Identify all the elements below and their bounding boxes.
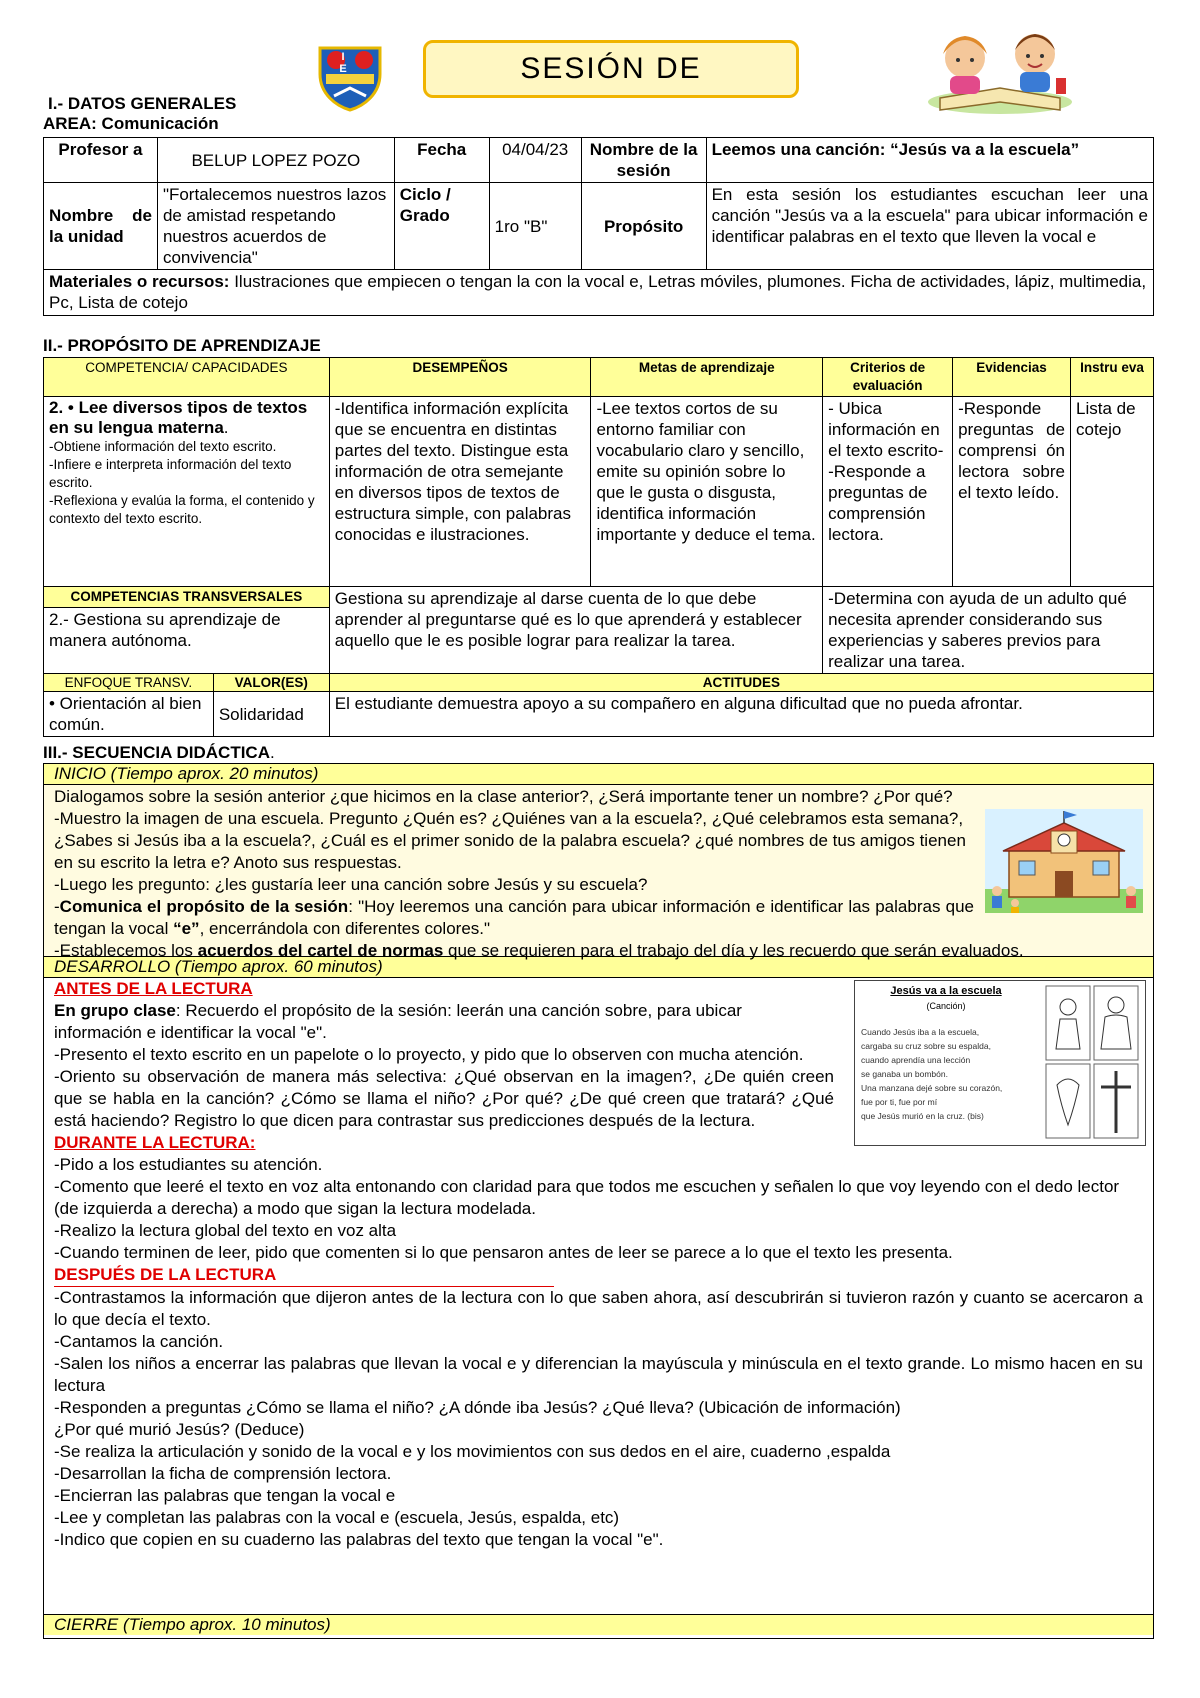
header-competencia: COMPETENCIA/ CAPACIDADES xyxy=(44,358,330,397)
durante-line-4: -Cuando terminen de leer, pido que comenten si lo que pensaron antes de leer se parece a lo que el texto les presenta. xyxy=(54,1243,953,1262)
kids-reading-illustration xyxy=(910,18,1090,118)
song-line-6: fue por ti, fue por mí xyxy=(861,1097,938,1107)
song-line-3: cuando aprendía una lección xyxy=(861,1055,971,1065)
song-card-lyrics xyxy=(861,1025,1041,1123)
song-line-4: se ganaba un bombón. xyxy=(861,1069,948,1079)
enfoque-header: ENFOQUE TRANSV. xyxy=(44,674,214,692)
school-logo xyxy=(314,44,386,112)
section3-title-wrap xyxy=(43,743,275,763)
despues-title-text: DESPUÉS DE LA LECTURA xyxy=(54,1265,277,1284)
despues-line-7: -Desarrollan la ficha de comprensión lectora. xyxy=(54,1464,392,1483)
despues-line-4: -Responden a preguntas ¿Cómo se llama el niño? ¿A dónde iba Jesús? ¿Qué lleva? (Ubicación de información) xyxy=(54,1398,901,1417)
song-card xyxy=(854,980,1146,1146)
antes-title: ANTES DE LA LECTURA xyxy=(54,979,253,998)
header-criterios: Criterios de evaluación xyxy=(823,358,953,397)
cycle-value: 1ro "B" xyxy=(489,183,581,270)
evidencias-cell: -Responde preguntas de comprensi ón lectora sobre el texto leído. xyxy=(953,397,1071,587)
school-illustration xyxy=(985,809,1143,913)
despues-title xyxy=(54,1264,554,1287)
antes-grupo-label: En grupo clase xyxy=(54,1001,176,1020)
instrumento-cell: Lista de cotejo xyxy=(1071,397,1154,587)
header-desempenos: DESEMPEÑOS xyxy=(329,358,591,397)
inicio-header: INICIO (Tiempo aprox. 20 minutos) xyxy=(44,764,1153,785)
area-label: AREA: Comunicación xyxy=(43,114,219,133)
durante-title: DURANTE LA LECTURA: xyxy=(54,1133,256,1152)
date-value: 04/04/23 xyxy=(489,138,581,183)
despues-line-1: -Contrastamos la información que dijeron antes de la lectura con lo que saben ahora, así descubrirán si tuvieron razón y cuanto se acercaron a lo que decía el texto. xyxy=(54,1288,1143,1329)
enfoque-value: • Orientación al bien común. xyxy=(44,692,214,737)
banner-title: SESIÓN DE xyxy=(520,52,702,85)
antes-line-2: -Oriento su observación de manera más selectiva: ¿Qué observan en la imagen?, ¿De quién creen que se habla en la canción? ¿Cómo se llama el niño? ¿Por qué? ¿De qué creen que tratará? ¿Qué está haciendo? Registro lo que dicen para contrastar sus predicciones después de la lectura. xyxy=(54,1067,834,1130)
inicio-line-5a: -Establecemos los xyxy=(54,941,198,960)
purpose-label: Propósito xyxy=(581,183,706,270)
session-name-value: Leemos una canción: “Jesús va a la escuela” xyxy=(706,138,1153,183)
capacidad-2: -Infiere e interpreta información del texto escrito. xyxy=(49,457,292,490)
section3-title: III.- SECUENCIA DIDÁCTICA xyxy=(43,743,270,762)
date-label: Fecha xyxy=(394,138,489,183)
learning-purpose-table xyxy=(43,357,1154,737)
cycle-label: Ciclo / Grado xyxy=(394,183,489,270)
inicio-purpose-text: : "Hoy leeremos una canción para ubicar información e identificar las palabras que tengan la vocal xyxy=(54,897,974,938)
despues-line-10: -Indico que copien en su cuaderno las palabras del texto que tengan la vocal "e". xyxy=(54,1530,664,1549)
teacher-value: BELUP LOPEZ POZO xyxy=(157,138,394,183)
metas-cell: -Lee textos cortos de su entorno familiar con vocabulario claro y sencillo, emite su opinión sobre lo que le gusta o disgusta, identifica información importante y deduce el tema. xyxy=(591,397,823,587)
actitudes-header: ACTITUDES xyxy=(329,674,1153,692)
despues-line-3: -Salen los niños a encerrar las palabras que llevan la vocal e y diferencian la mayúscula y minúscula en el texto grande. Lo mismo hacen en su lectura xyxy=(54,1354,1143,1395)
cierre-header: CIERRE (Tiempo aprox. 10 minutos) xyxy=(44,1614,1153,1635)
inicio-line-5c: que se requieren para el trabajo del día y les recuerdo que serán evaluados. xyxy=(443,941,1024,960)
competencia-title: 2. • Lee diversos tipos de textos en su lengua materna xyxy=(49,398,308,437)
session-banner xyxy=(423,40,799,98)
transversal-header: COMPETENCIAS TRANSVERSALES xyxy=(44,587,329,608)
transversal-desempeno: Gestiona su aprendizaje al darse cuenta de lo que debe aprender al preguntarse qué es lo que aprenderá y establecer aquello que le es posible lograr para realizar la tarea. xyxy=(329,587,822,674)
song-card-subtitle: (Canción) xyxy=(926,1001,966,1011)
didactic-sequence-box xyxy=(43,763,1154,1639)
materials-cell xyxy=(44,270,1154,316)
desempeno-cell: -Identifica información explícita que se encuentra en distintas partes del texto. Distingue esta información de otra semejante en diversos tipos de textos de estructura simple, con palabras conocidas e ilustraciones. xyxy=(329,397,591,587)
inicio-line-4-dash: - xyxy=(54,897,60,916)
inicio-line-1: Dialogamos sobre la sesión anterior ¿que hicimos en la clase anterior?, ¿Será importante tener un nombre? ¿Por qué? xyxy=(54,787,953,806)
song-card-drawings xyxy=(1045,985,1139,1139)
section3-title-dot: . xyxy=(270,743,275,762)
song-line-2: cargaba su cruz sobre su espalda, xyxy=(861,1041,991,1051)
valor-value: Solidaridad xyxy=(213,692,329,737)
unit-label: Nombre de la unidad xyxy=(44,183,158,270)
valor-header: VALOR(ES) xyxy=(213,674,329,692)
desarrollo-body xyxy=(44,978,1153,1614)
desarrollo-header: DESARROLLO (Tiempo aprox. 60 minutos) xyxy=(44,956,1153,978)
inicio-norms: acuerdos del cartel de normas xyxy=(197,941,444,960)
competencia-cell xyxy=(44,397,330,587)
inicio-line-2: -Muestro la imagen de una escuela. Pregunto ¿Quén es? ¿Quiénes van a la escuela?, ¿Qué celebramos esta semana?, ¿Sabes si Jesús iba a la escuela?, ¿Cuál es el primer sonido de la palabra escuela? ¿qué nombres de tus amigos tienen en su escrito la letra e? Anoto sus respuestas. xyxy=(54,809,966,872)
inicio-vowel: “e” xyxy=(173,919,200,938)
antes-line-1: -Presento el texto escrito en un papelote o lo proyecto, y pido que lo observen con mucha atención. xyxy=(54,1045,804,1064)
section1-title: I.- DATOS GENERALES xyxy=(48,94,237,113)
header-evidencias: Evidencias xyxy=(953,358,1071,397)
capacidad-3: -Reflexiona y evalúa la forma, el contenido y contexto del texto escrito. xyxy=(49,493,315,526)
despues-line-6: -Se realiza la articulación y sonido de la vocal e y los movimientos con sus dedos en el aire, cuaderno ,espalda xyxy=(54,1442,891,1461)
inicio-body xyxy=(44,785,1153,960)
inicio-line-3: -Luego les pregunto: ¿les gustaría leer una canción sobre Jesús y su escuela? xyxy=(54,875,648,894)
header-metas: Metas de aprendizaje xyxy=(591,358,823,397)
song-line-1: Cuando Jesús iba a la escuela, xyxy=(861,1027,980,1037)
durante-line-3: -Realizo la lectura global del texto en voz alta xyxy=(54,1221,397,1240)
unit-value: "Fortalecemos nuestros lazos de amistad respetando nuestros acuerdos de convivencia" xyxy=(157,183,394,270)
general-data-table xyxy=(43,137,1154,316)
inicio-purpose-label: Comunica el propósito de la sesión xyxy=(59,897,349,916)
inicio-line-5 xyxy=(54,940,1143,962)
inicio-line-4 xyxy=(54,896,974,940)
despues-line-2: -Cantamos la canción. xyxy=(54,1332,224,1351)
criterios-cell: - Ubica información en el texto escrito- -Responde a preguntas de comprensión lectora. xyxy=(823,397,953,587)
materials-value: Ilustraciones que empiecen o tengan la con la vocal e, Letras móviles, plumones. Ficha de actividades, lápiz, multimedia, Pc, Lista de cotejo xyxy=(49,272,1147,312)
inicio-purpose-end: , encerrándola con diferentes colores." xyxy=(199,919,491,938)
header-instrumento: Instru eva xyxy=(1071,358,1154,397)
teacher-label: Profesor a xyxy=(44,138,158,183)
actitud-value: El estudiante demuestra apoyo a su compañero en alguna dificultad que no pueda afrontar. xyxy=(329,692,1153,737)
despues-line-5: ¿Por qué murió Jesús? (Deduce) xyxy=(54,1420,305,1439)
song-card-title: Jesús va a la escuela xyxy=(890,985,1002,997)
section2-title: II.- PROPÓSITO DE APRENDIZAJE xyxy=(43,336,321,355)
durante-line-1: -Pido a los estudiantes su atención. xyxy=(54,1155,323,1174)
transversal-criterio: -Determina con ayuda de un adulto qué necesita aprender considerando sus experiencias y saberes previos para realizar una tarea. xyxy=(823,587,1154,674)
antes-grupo-text: : Recuerdo el propósito de la sesión: leerán una canción sobre, para ubicar información e identificar la vocal "e". xyxy=(54,1001,742,1042)
song-line-5: Una manzana dejé sobre su corazón, xyxy=(861,1083,1003,1093)
competencia-dot: . xyxy=(223,418,229,437)
session-name-label: Nombre de la sesión xyxy=(581,138,706,183)
durante-line-2: -Comento que leeré el texto en voz alta entonando con claridad para que todos me escuchen y señalen lo que voy leyendo con el dedo lector (de izquierda a derecha) a modo que sigan la lectura modelada. xyxy=(54,1177,1120,1218)
song-line-7: que Jesús murió en la cruz. (bis) xyxy=(861,1111,984,1121)
materials-label: Materiales o recursos: xyxy=(49,272,230,291)
despues-line-8: -Encierran las palabras que tengan la vocal e xyxy=(54,1486,396,1505)
despues-line-9: -Lee y completan las palabras con la vocal e (escuela, Jesús, espalda, etc) xyxy=(54,1508,620,1527)
logo-text: I E xyxy=(339,51,361,75)
antes-grupo xyxy=(54,1000,834,1044)
transversal-value: 2.- Gestiona su aprendizaje de manera autónoma. xyxy=(49,610,281,650)
capacidad-1: -Obtiene información del texto escrito. xyxy=(49,439,277,454)
transversal-cell xyxy=(44,587,330,674)
purpose-value: En esta sesión los estudiantes escuchan leer una canción "Jesús va a la escuela" para ubicar información e identificar palabras en el texto que lleven la vocal e xyxy=(706,183,1153,270)
